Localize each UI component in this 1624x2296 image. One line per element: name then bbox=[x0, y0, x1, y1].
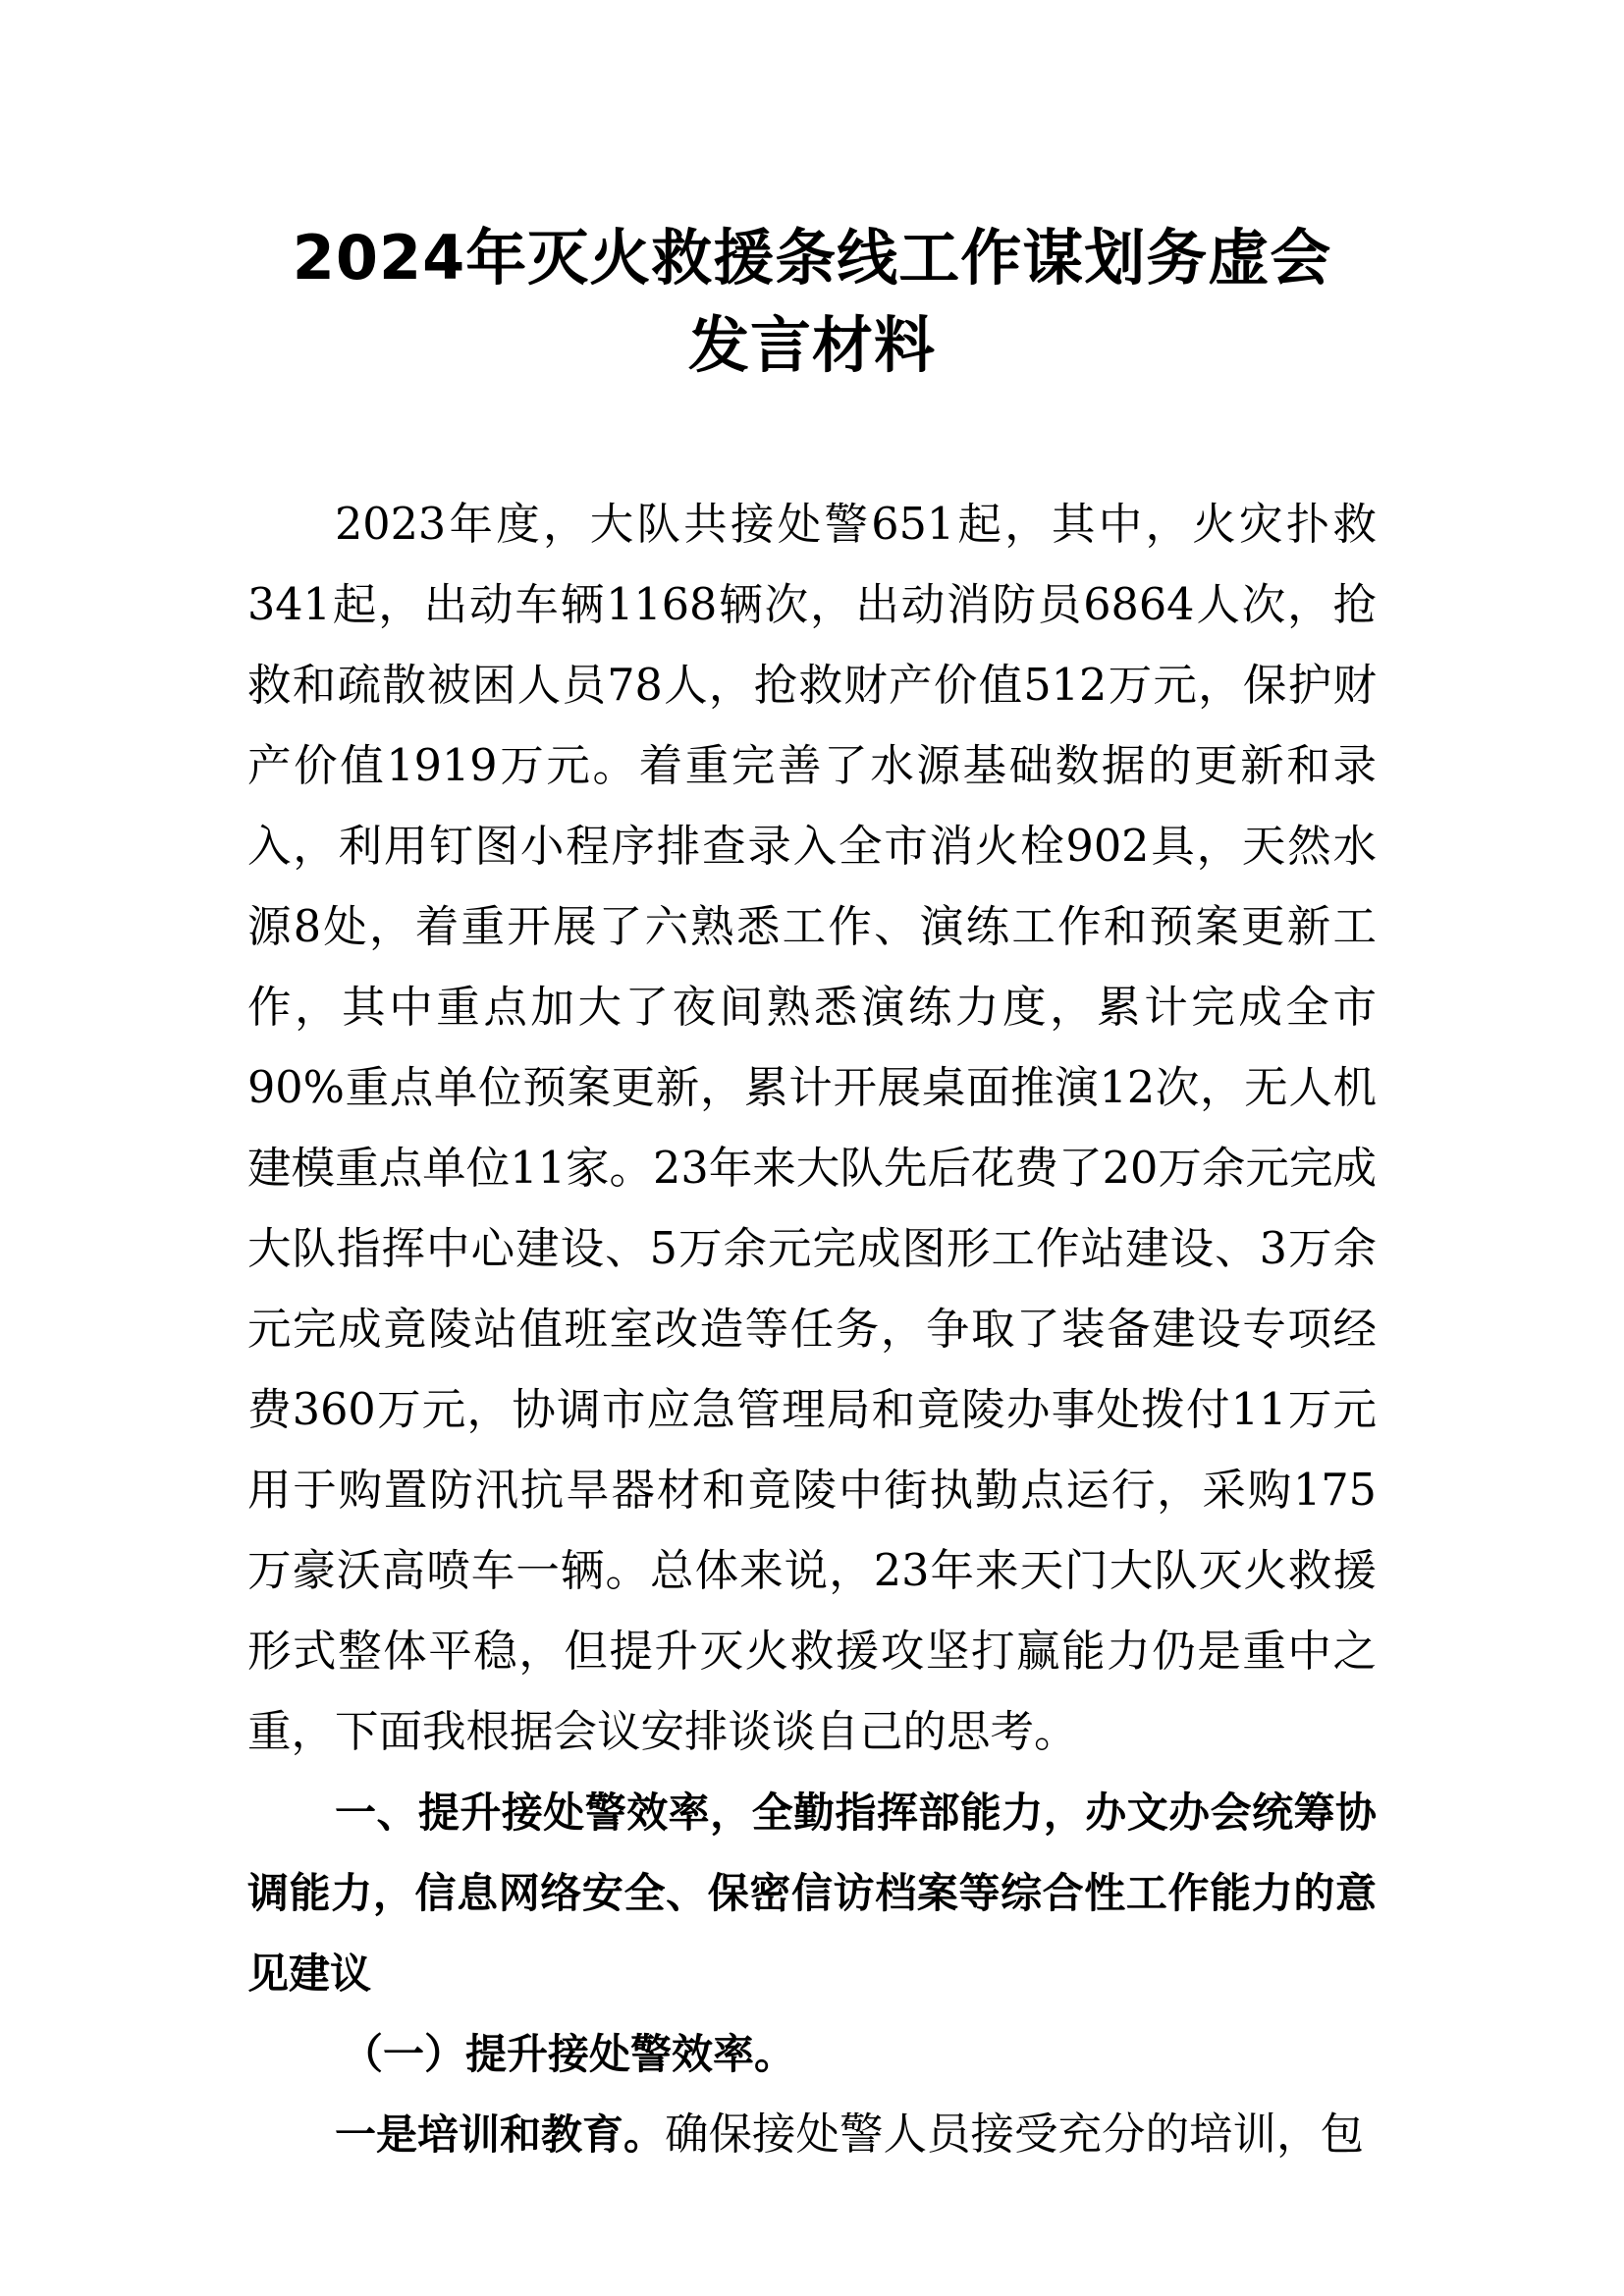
document-body bbox=[247, 485, 1377, 2175]
point-1-text: 确保接处警人员接受充分的培训，包 bbox=[665, 2109, 1365, 2160]
point-1-paragraph bbox=[247, 2095, 1377, 2175]
section-heading-1: 一、提升接处警效率，全勤指挥部能力，办文办会统筹协调能力，信息网络安全、保密信访档案等综合性工作能力的意见建议 bbox=[247, 1789, 1377, 1998]
document-title-line-2: 发言材料 bbox=[687, 309, 936, 381]
document-title-line-1: 2024年灭火救援条线工作谋划务虚会 bbox=[292, 222, 1332, 294]
subsection-heading-1-1: （一）提升接处警效率。 bbox=[342, 2030, 796, 2078]
intro-paragraph: 2023年度，大队共接处警651起，其中，火灾扑救341起，出动车辆1168辆次，出动消防员6864人次，抢救和疏散被困人员78人，抢救财产价值512万元，保护财产价值1919万元。着重完善了水源基础数据的更新和录入，利用钉图小程序排查录入全市消火栓902具，天然水源8处，着重开展了六熟悉工作、演练工作和预案更新工作，其中重点加大了夜间熟悉演练力度，累计完成全市90%重点单位预案更新，累计开展桌面推演12次，无人机建模重点单位11家。23年来大队先后花费了20万余元完成大队指挥中心建设、5万余元完成图形工作站建设、3万余元完成竟陵站值班室改造等任务，争取了装备建设专项经费360万元，协调市应急管理局和竟陵办事处拨付11万元用于购置防汛抗旱器材和竟陵中街执勤点运行，采购175万豪沃高喷车一辆。总体来说，23年来天门大队灭火救援形式整体平稳，但提升灭火救援攻坚打赢能力仍是重中之重，下面我根据会议安排谈谈自己的思考。 bbox=[247, 500, 1377, 1757]
point-1-lead: 一是培训和教育。 bbox=[335, 2110, 666, 2159]
